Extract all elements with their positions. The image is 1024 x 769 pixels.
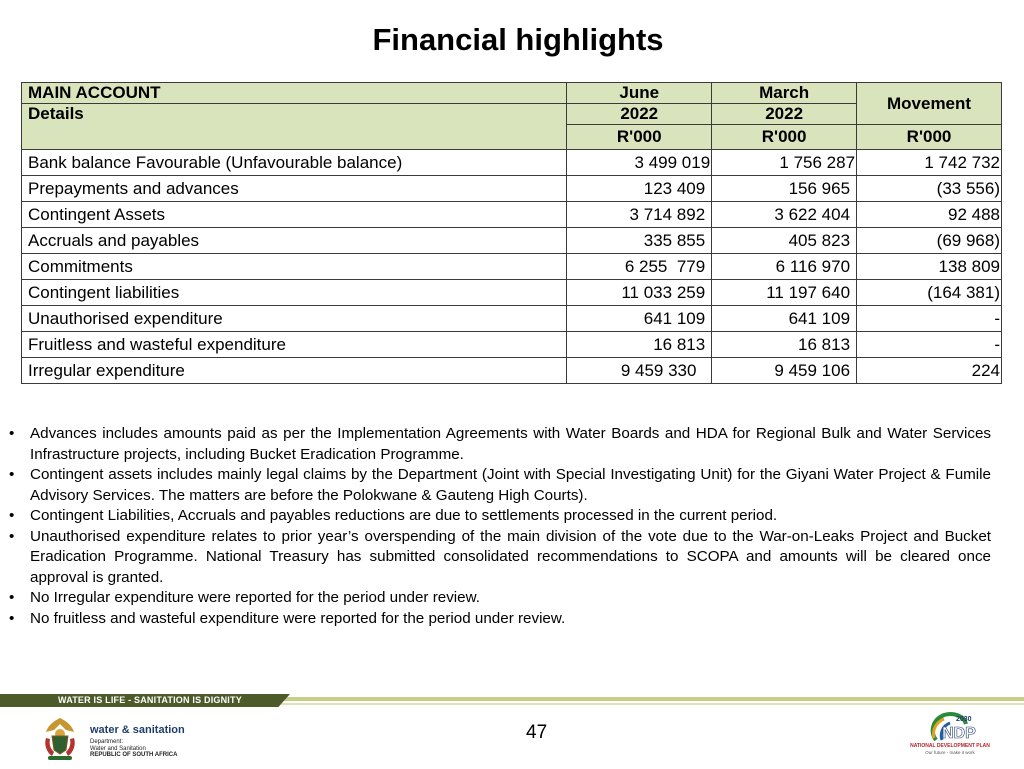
row-label: Prepayments and advances	[22, 176, 567, 202]
row-label: Commitments	[22, 254, 567, 280]
department-logo	[36, 714, 216, 764]
table-row	[22, 358, 1002, 384]
row-movement: -	[857, 332, 1002, 358]
bullet-icon: •	[9, 527, 15, 545]
note-text: Contingent assets includes mainly legal claims by the Department (Joint with Special Investigating Unit) for the Giyani Water Project & Fumile Advisory Services. The matters are before the Polokwane & Gauteng High Courts).	[30, 466, 991, 504]
row-june: 11 033 259	[567, 280, 712, 306]
dept-brand: water & sanitation	[90, 724, 185, 736]
row-label: Contingent Assets	[22, 202, 567, 228]
ndp-emblem-icon	[906, 710, 994, 744]
row-march: 641 109	[712, 306, 857, 332]
list-item	[9, 506, 991, 527]
list-item	[9, 588, 991, 609]
financial-table	[21, 82, 1002, 384]
header-march-year: 2022	[712, 104, 857, 125]
table-row	[22, 332, 1002, 358]
page-title: Financial highlights	[372, 22, 664, 57]
note-text: Unauthorised expenditure relates to prior year’s overspending of the main division of the vote due to the War-on-Leaks Project and Bucket Eradication Programme. National Treasury has submitted consolidated recommendations to SCOPA and amounts will be cleared once approval is granted.	[30, 527, 991, 586]
list-item	[9, 527, 991, 589]
note-text: No Irregular expenditure were reported for the period under review.	[30, 589, 480, 606]
row-movement: (33 556)	[857, 176, 1002, 202]
header-june: June	[567, 83, 712, 104]
table-header-row	[22, 104, 1002, 125]
row-march: 16 813	[712, 332, 857, 358]
row-march: 156 965	[712, 176, 857, 202]
header-movement: Movement	[857, 83, 1002, 125]
row-june: 3 499 019	[567, 150, 712, 176]
row-march: 1 756 287	[712, 150, 857, 176]
row-march: 11 197 640	[712, 280, 857, 306]
ndp-mark: NDP	[942, 725, 976, 742]
dept-text	[90, 739, 177, 759]
table-row	[22, 280, 1002, 306]
row-label: Bank balance Favourable (Unfavourable balance)	[22, 150, 567, 176]
row-movement: (164 381)	[857, 280, 1002, 306]
bullet-icon: •	[9, 466, 15, 483]
row-june: 641 109	[567, 306, 712, 332]
dept-line: Department:	[90, 739, 124, 745]
ndp-logo	[906, 710, 994, 764]
row-june: 335 855	[567, 228, 712, 254]
row-movement: -	[857, 306, 1002, 332]
row-march: 405 823	[712, 228, 857, 254]
note-text: Contingent Liabilities, Accruals and payables reductions are due to settlements processed in the current period.	[30, 507, 778, 524]
row-movement: 92 488	[857, 202, 1002, 228]
row-label: Contingent liabilities	[22, 280, 567, 306]
header-main-account: MAIN ACCOUNT	[22, 83, 567, 104]
table-header-row	[22, 83, 1002, 104]
header-june-year: 2022	[567, 104, 712, 125]
note-text: No fruitless and wasteful expenditure were reported for the period under review.	[30, 609, 566, 627]
bullet-icon: •	[9, 425, 15, 442]
row-movement: 224	[857, 358, 1002, 384]
coat-of-arms-icon	[36, 714, 84, 764]
footer-band	[0, 694, 1024, 710]
table-row	[22, 150, 1002, 176]
ndp-year: 2030	[956, 716, 972, 723]
unit-march: R'000	[712, 125, 857, 150]
row-june: 123 409	[567, 176, 712, 202]
dept-line: REPUBLIC OF SOUTH AFRICA	[90, 752, 178, 758]
ndp-caption: NATIONAL DEVELOPMENT PLAN	[910, 743, 990, 749]
footer-band-line	[250, 703, 1024, 705]
row-june: 6 255 779	[567, 254, 712, 280]
row-june: 3 714 892	[567, 202, 712, 228]
list-item	[9, 609, 991, 630]
header-details: Details	[22, 104, 567, 150]
bullet-icon: •	[9, 609, 15, 627]
table-row	[22, 176, 1002, 202]
ndp-tagline: Our future - make it work	[925, 750, 975, 755]
row-june: 9 459 330	[567, 358, 712, 384]
list-item	[9, 465, 991, 506]
list-item	[9, 424, 991, 465]
row-label: Unauthorised expenditure	[22, 306, 567, 332]
page-number: 47	[526, 722, 548, 743]
table-row	[22, 202, 1002, 228]
table-row	[22, 254, 1002, 280]
bullet-icon: •	[9, 589, 15, 606]
row-label: Accruals and payables	[22, 228, 567, 254]
footer-slogan: WATER IS LIFE - SANITATION IS DIGNITY	[58, 695, 242, 705]
header-march: March	[712, 83, 857, 104]
row-march: 9 459 106	[712, 358, 857, 384]
notes-list	[9, 424, 991, 629]
table-row	[22, 228, 1002, 254]
row-movement: (69 968)	[857, 228, 1002, 254]
row-march: 3 622 404	[712, 202, 857, 228]
row-june: 16 813	[567, 332, 712, 358]
unit-june: R'000	[567, 125, 712, 150]
row-movement: 1 742 732	[857, 150, 1002, 176]
row-label: Fruitless and wasteful expenditure	[22, 332, 567, 358]
row-march: 6 116 970	[712, 254, 857, 280]
row-label: Irregular expenditure	[22, 358, 567, 384]
table-row	[22, 306, 1002, 332]
row-movement: 138 809	[857, 254, 1002, 280]
bullet-icon: •	[9, 507, 15, 524]
dept-line: Water and Sanitation	[90, 745, 146, 752]
unit-movement: R'000	[857, 125, 1002, 150]
note-text: Advances includes amounts paid as per the Implementation Agreements with Water Boards and HDA for Regional Bulk and Water Services Infrastructure projects, including Bucket Eradication Programme.	[30, 425, 991, 463]
footer-band-line	[270, 697, 1024, 701]
